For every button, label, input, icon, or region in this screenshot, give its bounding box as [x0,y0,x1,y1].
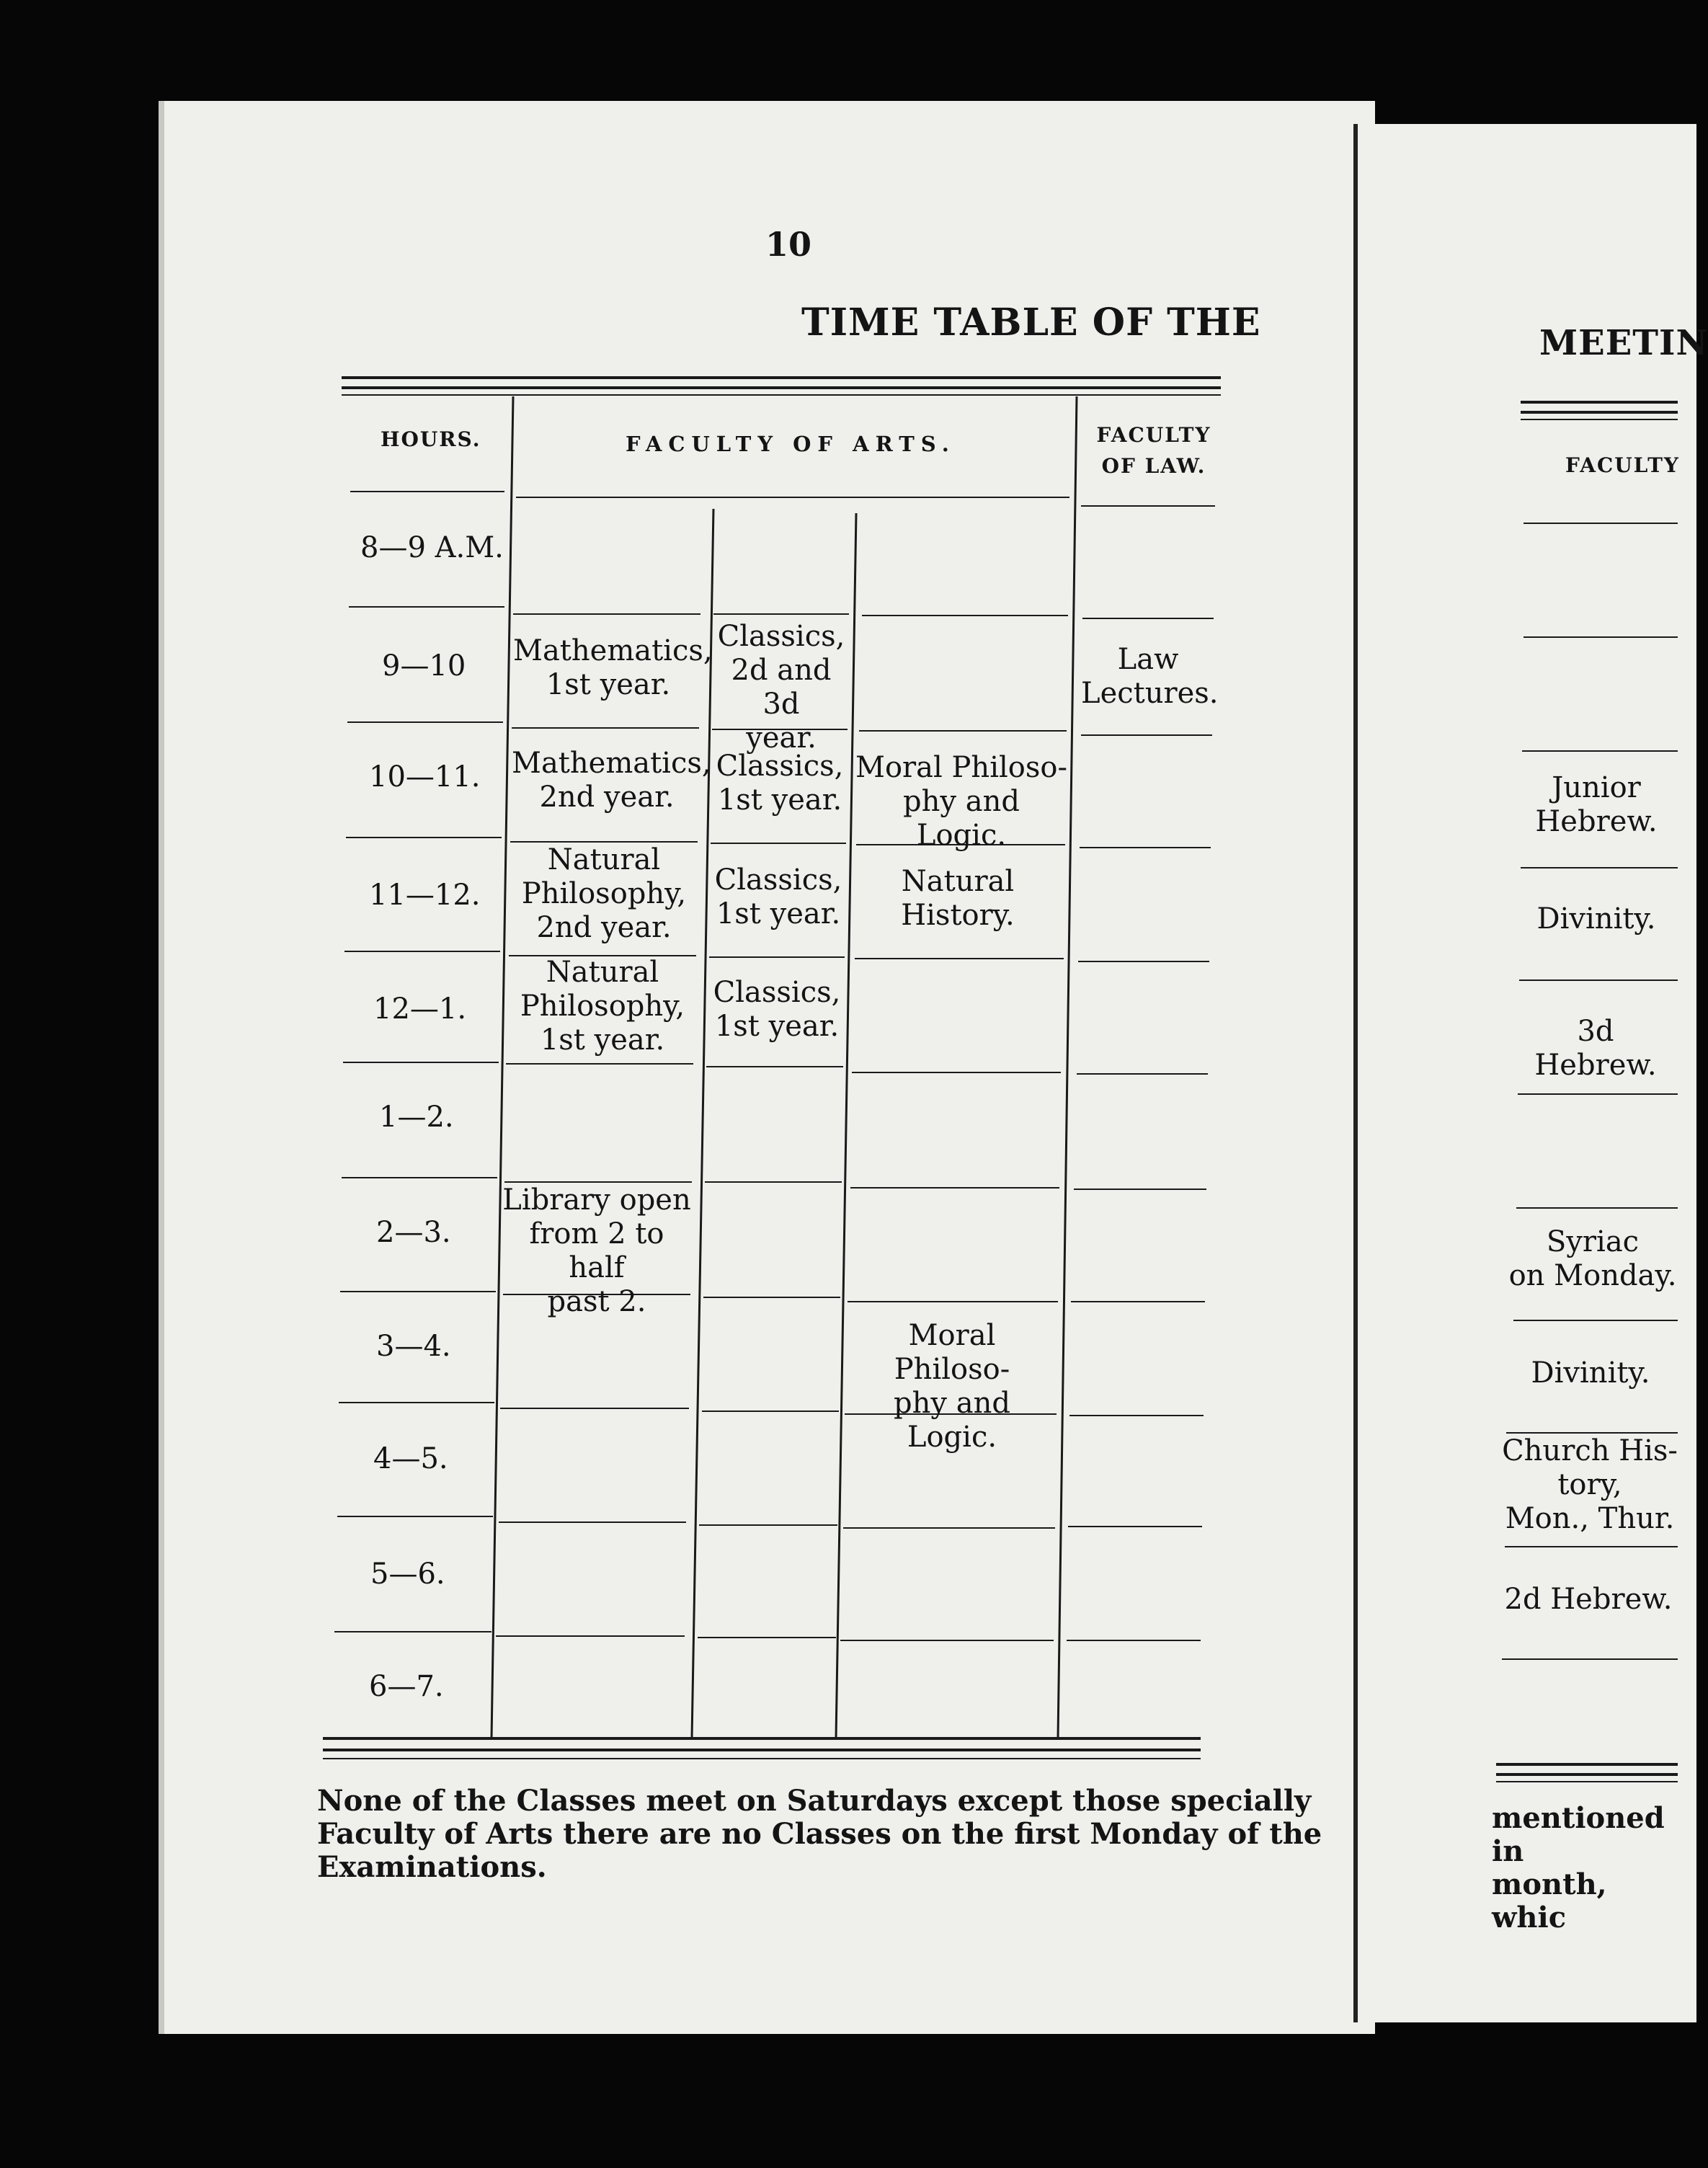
page-title: TIME TABLE OF THE [801,301,1261,345]
facing-page-title: MEETIN [1539,323,1708,363]
faculty-of-arts-header: FACULTY OF ARTS. [626,432,956,456]
hour-4-5: 4—5. [373,1442,448,1475]
facing-faculty-header: FACULTY [1565,453,1680,477]
hour-9-10: 9—10 [382,649,466,683]
footnote: None of the Classes meet on Saturdays except those specially Faculty of Arts there are no Classes on the first Monday of the Examinations. [317,1784,1322,1884]
cell-natural-philosophy-1st-year: Natural Philosophy, 1st year. [520,956,685,1057]
cell-moral-philosophy-b: Moral Philoso- phy and Logic. [894,1319,1010,1454]
cell-mathematics-2nd-year: Mathematics, 2nd year. [512,747,711,814]
hour-12-1: 12—1. [373,992,467,1026]
hour-8-9: 8—9 A.M. [360,531,504,564]
faculty-of-law-header: FACULTY OF LAW. [1096,423,1211,479]
cell-classics-1st-year-a: Classics, 1st year. [716,750,844,817]
hour-6-7: 6—7. [369,1670,444,1703]
facing-cell-2d-hebrew: 2d Hebrew. [1504,1583,1673,1616]
facing-cell-divinity-b: Divinity. [1531,1356,1650,1390]
hour-2-3: 2—3. [376,1216,451,1249]
cell-classics-1st-year-c: Classics, 1st year. [713,976,841,1043]
cell-classics-1st-year-b: Classics, 1st year. [714,863,842,930]
hour-5-6: 5—6. [370,1558,445,1591]
cell-mathematics-1st-year: Mathematics, 1st year. [513,634,713,701]
cell-natural-history: Natural History. [901,865,1015,932]
facing-footnote: mentioned in month, whic [1492,1801,1665,1934]
facing-cell-divinity-a: Divinity. [1536,902,1656,936]
facing-cell-church-history: Church His- tory, Mon., Thur. [1502,1434,1678,1535]
cell-law-lectures: Law Lectures. [1081,643,1219,710]
facing-cell-junior-hebrew: Junior Hebrew. [1535,771,1658,838]
page-number: 10 [765,225,812,264]
hour-3-4: 3—4. [376,1330,451,1363]
facing-cell-syriac: Syriac on Monday. [1508,1225,1677,1292]
hour-1-2: 1—2. [379,1101,454,1134]
cell-library-open: Library open from 2 to half past 2. [502,1183,691,1318]
hours-header: HOURS. [381,427,481,451]
cell-classics-2d-3d-year: Classics, 2d and 3d year. [717,620,845,755]
hour-11-12: 11—12. [369,879,481,912]
cell-moral-philosophy-a: Moral Philoso- phy and Logic. [855,751,1067,852]
hour-10-11: 10—11. [369,760,481,794]
cell-natural-philosophy-2nd-year: Natural Philosophy, 2nd year. [521,843,687,944]
facing-cell-3d-hebrew: 3d Hebrew. [1534,1015,1657,1082]
